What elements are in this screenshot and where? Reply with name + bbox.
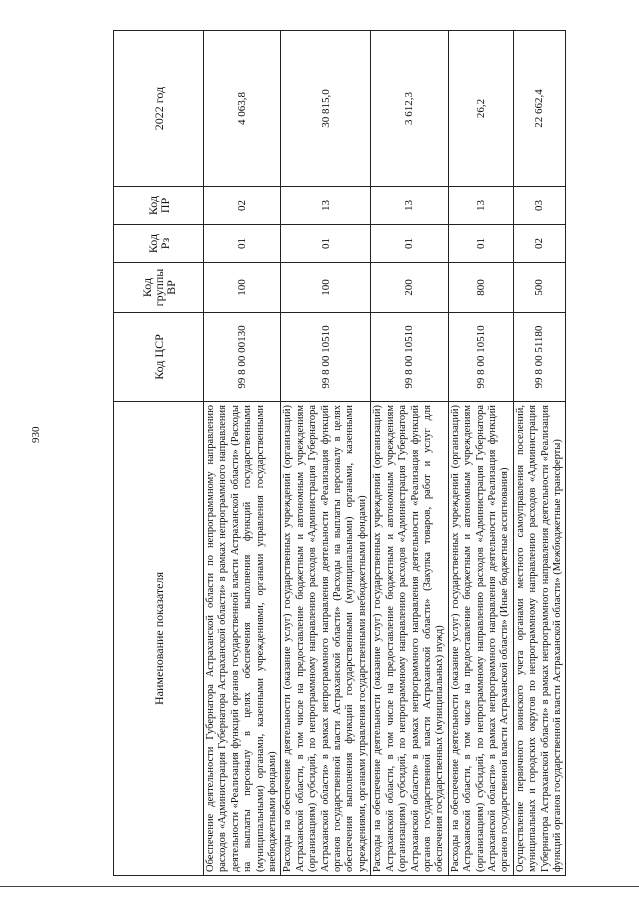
row-rz: 02 bbox=[513, 225, 566, 263]
row-csr: 99 8 00 51180 bbox=[513, 313, 566, 402]
row-vr: 200 bbox=[371, 263, 448, 313]
row-name: Расходы на обеспечение деятельности (оказание услуг) государственных учреждений (организаций) Астраханской области, в том числе на предоставление бюджетным и автономным учреждениям (организациям) субсидий, по непрограммному направлению расходов «Администрация Губернатора Астраханской области» в рамках непрограммного направления деятельности «Реализация функций органов государственной власти Астраханской области» (Иные бюджетные ассигнования) bbox=[448, 402, 513, 876]
row-csr: 99 8 00 10510 bbox=[371, 313, 448, 402]
table-row bbox=[371, 31, 448, 876]
header-pr: Код ПР bbox=[114, 187, 204, 225]
row-csr: 99 8 00 10510 bbox=[281, 313, 371, 402]
row-value: 30 815,0 bbox=[281, 31, 371, 187]
header-year: 2022 год bbox=[114, 31, 204, 187]
table-row bbox=[448, 31, 513, 876]
header-name: Наименование показателя bbox=[114, 402, 204, 876]
row-value: 3 612,3 bbox=[371, 31, 448, 187]
row-vr: 800 bbox=[448, 263, 513, 313]
row-csr: 99 8 00 10510 bbox=[448, 313, 513, 402]
row-value: 22 662,4 bbox=[513, 31, 566, 187]
row-name: Расходы на обеспечение деятельности (оказание услуг) государственных учреждений (организаций) Астраханской области, в том числе на предоставление бюджетным и автономным учреждениям (организациям) субсидий, по непрограммному направлению расходов «Администрация Губернатора Астраханской области» в рамках непрограммного направления деятельности «Реализация функций органов государственной власти Астраханской области» (Закупка товаров, работ и услуг для обеспечения государственных (муниципальных) нужд) bbox=[371, 402, 448, 876]
header-vr: Код группы ВР bbox=[114, 263, 204, 313]
row-pr: 13 bbox=[448, 187, 513, 225]
budget-table-rotated bbox=[113, 31, 625, 876]
page-number: 930 bbox=[30, 426, 42, 443]
row-rz: 01 bbox=[371, 225, 448, 263]
table-row bbox=[281, 31, 371, 876]
row-name: Осуществление первичного воинского учета органами местного самоуправления поселений, муниципальных и городских округов по непрограммному направлению расходов «Администрация Губернатора Астраханской области» в рамках непрограммного направления деятельности «Реализация функций органов государственной власти Астраханской области» (Межбюджетные трансферты) bbox=[513, 402, 566, 876]
row-pr: 13 bbox=[371, 187, 448, 225]
budget-table bbox=[113, 30, 566, 876]
row-csr: 99 8 00 00130 bbox=[204, 313, 281, 402]
row-pr: 03 bbox=[513, 187, 566, 225]
bottom-rule bbox=[0, 886, 639, 887]
row-name: Расходы на обеспечение деятельности (оказание услуг) государственных учреждений (организаций) Астраханской области, в том числе на предоставление бюджетным и автономным учреждениям (организациям) субсидий, по непрограммному направлению расходов «Администрация Губернатора Астраханской области» в рамках непрограммного направления деятельности «Реализация функций органов государственной власти Астраханской области» (Расходы на выплаты персоналу в целях обеспечения выполнения функций государственными (муниципальными) органами, казенными учреждениями, органами управления государственными внебюджетными фондами) bbox=[281, 402, 371, 876]
row-value: 26,2 bbox=[448, 31, 513, 187]
table-header-row bbox=[114, 31, 204, 876]
table-row bbox=[513, 31, 566, 876]
row-value: 4 063,8 bbox=[204, 31, 281, 187]
row-rz: 01 bbox=[204, 225, 281, 263]
header-csr: Код ЦСР bbox=[114, 313, 204, 402]
row-vr: 100 bbox=[281, 263, 371, 313]
header-rz: Код Рз bbox=[114, 225, 204, 263]
row-vr: 100 bbox=[204, 263, 281, 313]
row-rz: 01 bbox=[281, 225, 371, 263]
row-pr: 13 bbox=[281, 187, 371, 225]
row-name: Обеспечение деятельности Губернатора Астраханской области по непрограммному направлению расходов «Администрация Губернатора Астраханской области» в рамках непрограммного направления деятельности «Реализация функций органов государственной власти Астраханской области» (Расходы на выплаты персоналу в целях обеспечения выполнения функций государственными (муниципальными) органами, казенными учреждениями, органами управления государственными внебюджетными фондами) bbox=[204, 402, 281, 876]
row-pr: 02 bbox=[204, 187, 281, 225]
row-vr: 500 bbox=[513, 263, 566, 313]
row-rz: 01 bbox=[448, 225, 513, 263]
table-row bbox=[204, 31, 281, 876]
